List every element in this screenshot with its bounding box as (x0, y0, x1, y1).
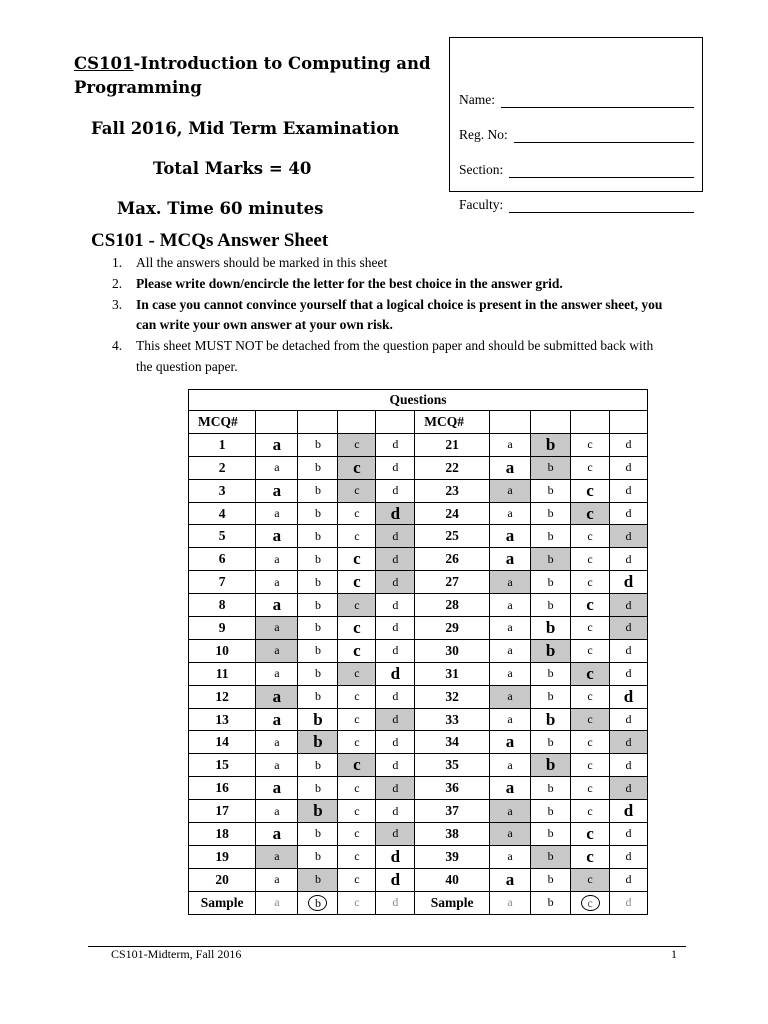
option-a-cell[interactable]: a (490, 502, 531, 525)
option-d-cell[interactable]: d (610, 662, 648, 685)
option-b-cell[interactable]: b (298, 754, 338, 777)
option-a-cell[interactable]: a (490, 731, 531, 754)
option-c-cell[interactable]: c (571, 502, 610, 525)
option-c-cell[interactable]: c (338, 823, 376, 846)
option-b-cell[interactable]: b (531, 845, 571, 868)
question-number: 15 (189, 754, 256, 777)
option-d-cell[interactable]: d (376, 433, 415, 456)
reg-no-label: Reg. No: (459, 127, 508, 142)
table-row (189, 800, 648, 823)
question-number: 25 (415, 525, 490, 548)
instruction-item: 4. This sheet MUST NOT be detached from the question paper and should be submitted back with the question paper. (112, 338, 654, 374)
question-number: 13 (189, 708, 256, 731)
option-b-cell[interactable]: b (531, 777, 571, 800)
option-d-cell[interactable]: d (376, 823, 415, 846)
option-b-cell[interactable]: b (298, 823, 338, 846)
sample-row (189, 891, 648, 914)
option-b-cell[interactable]: b (531, 502, 571, 525)
sample-option-b (298, 891, 338, 914)
question-number: 18 (189, 823, 256, 846)
option-a-cell[interactable]: a (256, 662, 298, 685)
student-info-box (449, 37, 703, 212)
question-number: 40 (415, 868, 490, 891)
answer-grid (188, 389, 648, 915)
option-b-cell[interactable]: b (531, 868, 571, 891)
option-a-cell[interactable]: a (490, 708, 531, 731)
table-row (189, 662, 648, 685)
option-d-cell[interactable]: d (610, 502, 648, 525)
question-number: 38 (415, 823, 490, 846)
faculty-label: Faculty: (459, 197, 504, 212)
name-label: Name: (459, 92, 495, 107)
option-a-cell[interactable]: a (490, 685, 531, 708)
option-d-cell[interactable]: d (610, 845, 648, 868)
option-a-cell[interactable]: a (256, 800, 298, 823)
reg-no-field[interactable] (459, 123, 694, 143)
question-number: 9 (189, 617, 256, 640)
option-a-cell[interactable]: a (256, 823, 298, 846)
option-d-cell[interactable]: d (610, 708, 648, 731)
question-number: 32 (415, 685, 490, 708)
circled-sample-option: b (308, 895, 327, 911)
option-d-cell[interactable]: d (376, 708, 415, 731)
option-d-cell[interactable]: d (610, 777, 648, 800)
table-row (189, 685, 648, 708)
answer-sheet-heading: CS101 - MCQs Answer Sheet (91, 230, 329, 251)
option-c-cell[interactable]: c (338, 777, 376, 800)
option-b-cell[interactable]: b (531, 594, 571, 617)
option-b-cell[interactable]: b (298, 800, 338, 823)
option-d-cell[interactable]: d (610, 731, 648, 754)
instruction-item: 3. In case you cannot convince yourself that a logical choice is present in the answer sheet, you can write your own answer at your own risk. (112, 296, 663, 333)
option-a-cell[interactable]: a (256, 594, 298, 617)
option-d-cell[interactable]: d (610, 823, 648, 846)
option-b-cell[interactable]: b (298, 662, 338, 685)
option-a-cell[interactable]: a (256, 617, 298, 640)
option-d-cell[interactable]: d (610, 800, 648, 823)
table-row (189, 571, 648, 594)
option-c-cell[interactable]: c (338, 708, 376, 731)
question-number: 23 (415, 479, 490, 502)
option-d-cell[interactable]: d (610, 685, 648, 708)
option-a-cell[interactable]: a (490, 800, 531, 823)
option-b-cell[interactable]: b (298, 502, 338, 525)
option-b-cell[interactable]: b (531, 731, 571, 754)
option-d-cell[interactable]: d (376, 754, 415, 777)
option-d-cell[interactable]: d (610, 868, 648, 891)
exam-term: Fall 2016, Mid Term Examination (91, 119, 400, 138)
option-c-cell[interactable]: c (338, 479, 376, 502)
option-d-cell[interactable]: d (610, 754, 648, 777)
option-b-cell[interactable]: b (298, 571, 338, 594)
instruction-item: 2. Please write down/encircle the letter for the best choice in the answer grid. (112, 275, 563, 291)
option-b-cell[interactable]: b (298, 525, 338, 548)
option-a-cell[interactable]: a (256, 777, 298, 800)
course-code: CS101 (74, 54, 134, 73)
section-label: Section: (459, 162, 504, 177)
option-b-cell[interactable]: b (531, 617, 571, 640)
question-number: 34 (415, 731, 490, 754)
question-number: 10 (189, 639, 256, 662)
option-a-cell[interactable]: a (490, 594, 531, 617)
question-number: 5 (189, 525, 256, 548)
option-d-cell[interactable]: d (376, 639, 415, 662)
option-a-cell[interactable]: a (490, 662, 531, 685)
table-row (189, 479, 648, 502)
reg-no-blank[interactable] (514, 128, 694, 143)
option-c-cell[interactable]: c (338, 800, 376, 823)
section-blank[interactable] (509, 163, 694, 178)
option-d-cell[interactable]: d (376, 502, 415, 525)
option-c-cell[interactable]: c (338, 845, 376, 868)
table-row (189, 639, 648, 662)
option-b-cell[interactable]: b (531, 571, 571, 594)
option-a-cell[interactable]: a (490, 823, 531, 846)
option-c-cell[interactable]: c (571, 433, 610, 456)
option-a-cell[interactable]: a (256, 845, 298, 868)
question-number: 29 (415, 617, 490, 640)
option-b-cell[interactable]: b (298, 594, 338, 617)
option-d-cell[interactable]: d (376, 845, 415, 868)
question-number: 21 (415, 433, 490, 456)
option-c-cell[interactable]: c (338, 525, 376, 548)
option-c-cell[interactable]: c (338, 731, 376, 754)
sample-option-d: d (610, 891, 648, 914)
option-b-cell[interactable]: b (298, 685, 338, 708)
option-d-cell[interactable]: d (610, 433, 648, 456)
question-number: 8 (189, 594, 256, 617)
option-c-cell[interactable]: c (338, 548, 376, 571)
option-d-cell[interactable]: d (610, 617, 648, 640)
total-marks: Total Marks = 40 (153, 159, 312, 178)
question-number: 35 (415, 754, 490, 777)
option-a-cell[interactable]: a (256, 731, 298, 754)
option-a-cell[interactable]: a (490, 777, 531, 800)
faculty-blank[interactable] (509, 198, 694, 213)
option-b-cell[interactable]: b (298, 868, 338, 891)
option-c-cell[interactable]: c (571, 823, 610, 846)
option-c-cell[interactable]: c (571, 662, 610, 685)
question-number: 31 (415, 662, 490, 685)
option-c-cell[interactable]: c (338, 868, 376, 891)
option-b-cell[interactable]: b (531, 754, 571, 777)
option-a-cell[interactable]: a (256, 639, 298, 662)
sample-label: Sample (415, 891, 490, 914)
option-d-cell[interactable]: d (376, 525, 415, 548)
option-c-cell[interactable]: c (571, 800, 610, 823)
option-b-cell[interactable]: b (531, 800, 571, 823)
option-d-cell[interactable]: d (610, 548, 648, 571)
option-d-cell[interactable]: d (376, 456, 415, 479)
option-a-cell[interactable]: a (490, 845, 531, 868)
table-row (189, 754, 648, 777)
table-row (189, 502, 648, 525)
table-row (189, 708, 648, 731)
sample-option-c: c (338, 891, 376, 914)
table-row (189, 868, 648, 891)
question-number: 28 (415, 594, 490, 617)
instructions-list (110, 253, 670, 378)
option-c-cell[interactable]: c (338, 662, 376, 685)
option-a-cell[interactable]: a (490, 525, 531, 548)
option-c-cell[interactable]: c (571, 525, 610, 548)
mcq-header-right: MCQ# (415, 411, 490, 434)
option-c-cell[interactable]: c (571, 845, 610, 868)
option-a-cell[interactable]: a (490, 548, 531, 571)
course-title (74, 52, 446, 100)
option-a-cell[interactable]: a (256, 708, 298, 731)
option-b-cell[interactable]: b (531, 456, 571, 479)
option-c-cell[interactable]: c (571, 617, 610, 640)
option-a-cell[interactable]: a (256, 456, 298, 479)
option-c-cell[interactable]: c (571, 868, 610, 891)
table-row (189, 617, 648, 640)
option-a-cell[interactable]: a (256, 502, 298, 525)
table-row (189, 777, 648, 800)
question-number: 7 (189, 571, 256, 594)
table-row (189, 525, 648, 548)
option-c-cell[interactable]: c (338, 433, 376, 456)
question-number: 4 (189, 502, 256, 525)
option-b-cell[interactable]: b (298, 548, 338, 571)
question-number: 36 (415, 777, 490, 800)
option-c-cell[interactable]: c (571, 479, 610, 502)
option-c-cell[interactable]: c (338, 685, 376, 708)
table-row (189, 456, 648, 479)
sample-option-b: b (531, 891, 571, 914)
option-a-cell[interactable]: a (490, 754, 531, 777)
option-d-cell[interactable]: d (610, 594, 648, 617)
option-c-cell[interactable]: c (571, 571, 610, 594)
question-number: 17 (189, 800, 256, 823)
table-row (189, 548, 648, 571)
option-c-cell[interactable]: c (571, 594, 610, 617)
option-c-cell[interactable]: c (571, 639, 610, 662)
question-number: 16 (189, 777, 256, 800)
option-b-cell[interactable]: b (298, 708, 338, 731)
question-number: 11 (189, 662, 256, 685)
question-number: 14 (189, 731, 256, 754)
option-c-cell[interactable]: c (571, 685, 610, 708)
footer-text: CS101-Midterm, Fall 2016 (111, 947, 242, 961)
option-c-cell[interactable]: c (571, 708, 610, 731)
option-a-cell[interactable]: a (490, 571, 531, 594)
option-b-cell[interactable]: b (298, 845, 338, 868)
option-d-cell[interactable]: d (376, 571, 415, 594)
question-number: 22 (415, 456, 490, 479)
question-number: 1 (189, 433, 256, 456)
question-number: 6 (189, 548, 256, 571)
option-d-cell[interactable]: d (376, 662, 415, 685)
option-c-cell[interactable]: c (338, 754, 376, 777)
option-b-cell[interactable]: b (298, 456, 338, 479)
option-a-cell[interactable]: a (256, 548, 298, 571)
section-field[interactable] (459, 158, 694, 178)
option-c-cell[interactable]: c (338, 571, 376, 594)
sample-option-c (571, 891, 610, 914)
question-number: 24 (415, 502, 490, 525)
option-d-cell[interactable]: d (610, 525, 648, 548)
option-a-cell[interactable]: a (256, 685, 298, 708)
option-c-cell[interactable]: c (571, 456, 610, 479)
option-c-cell[interactable]: c (338, 639, 376, 662)
circled-sample-option: c (581, 895, 600, 911)
question-number: 39 (415, 845, 490, 868)
option-b-cell[interactable]: b (298, 639, 338, 662)
option-b-cell[interactable]: b (531, 548, 571, 571)
instruction-item: 1. All the answers should be marked in this sheet (112, 255, 388, 270)
option-d-cell[interactable]: d (610, 456, 648, 479)
faculty-field[interactable] (459, 193, 694, 213)
option-a-cell[interactable]: a (256, 525, 298, 548)
option-b-cell[interactable]: b (531, 823, 571, 846)
option-b-cell[interactable]: b (531, 685, 571, 708)
table-row (189, 594, 648, 617)
option-b-cell[interactable]: b (531, 662, 571, 685)
sample-label: Sample (189, 891, 256, 914)
table-row (189, 731, 648, 754)
table-row (189, 433, 648, 456)
option-a-cell[interactable]: a (256, 433, 298, 456)
option-a-cell[interactable]: a (490, 456, 531, 479)
name-field[interactable] (459, 88, 694, 108)
option-a-cell[interactable]: a (490, 617, 531, 640)
option-b-cell[interactable]: b (298, 777, 338, 800)
grid-title: Questions (189, 390, 648, 411)
option-d-cell[interactable]: d (610, 479, 648, 502)
option-d-cell[interactable]: d (376, 617, 415, 640)
option-a-cell[interactable]: a (490, 479, 531, 502)
option-b-cell[interactable]: b (531, 639, 571, 662)
option-b-cell[interactable]: b (531, 525, 571, 548)
option-d-cell[interactable]: d (376, 868, 415, 891)
question-number: 27 (415, 571, 490, 594)
question-number: 20 (189, 868, 256, 891)
option-b-cell[interactable]: b (298, 433, 338, 456)
table-row (189, 845, 648, 868)
question-number: 30 (415, 639, 490, 662)
option-a-cell[interactable]: a (490, 868, 531, 891)
option-a-cell[interactable]: a (256, 868, 298, 891)
question-number: 26 (415, 548, 490, 571)
name-blank[interactable] (501, 93, 694, 108)
option-c-cell[interactable]: c (338, 594, 376, 617)
option-c-cell[interactable]: c (571, 754, 610, 777)
sample-option-d: d (376, 891, 415, 914)
page-number: 1 (671, 947, 677, 961)
option-c-cell[interactable]: c (338, 502, 376, 525)
table-row (189, 823, 648, 846)
option-d-cell[interactable]: d (610, 639, 648, 662)
question-number: 33 (415, 708, 490, 731)
option-b-cell[interactable]: b (298, 617, 338, 640)
option-b-cell[interactable]: b (298, 731, 338, 754)
question-number: 37 (415, 800, 490, 823)
option-a-cell[interactable]: a (256, 479, 298, 502)
option-d-cell[interactable]: d (376, 800, 415, 823)
option-d-cell[interactable]: d (376, 685, 415, 708)
option-c-cell[interactable]: c (571, 548, 610, 571)
option-b-cell[interactable]: b (531, 708, 571, 731)
option-a-cell[interactable]: a (490, 433, 531, 456)
option-b-cell[interactable]: b (531, 479, 571, 502)
question-number: 19 (189, 845, 256, 868)
option-b-cell[interactable]: b (298, 479, 338, 502)
option-b-cell[interactable]: b (531, 433, 571, 456)
option-d-cell[interactable]: d (376, 731, 415, 754)
course-title-text: -Introduction to Computing and Programming (74, 54, 431, 97)
option-d-cell[interactable]: d (376, 594, 415, 617)
option-c-cell[interactable]: c (571, 777, 610, 800)
option-c-cell[interactable]: c (338, 456, 376, 479)
question-number: 3 (189, 479, 256, 502)
option-a-cell[interactable]: a (256, 754, 298, 777)
option-d-cell[interactable]: d (376, 479, 415, 502)
option-d-cell[interactable]: d (376, 777, 415, 800)
sample-option-a: a (490, 891, 531, 914)
sample-option-a: a (256, 891, 298, 914)
option-a-cell[interactable]: a (490, 639, 531, 662)
max-time: Max. Time 60 minutes (117, 199, 324, 218)
question-number: 2 (189, 456, 256, 479)
question-number: 12 (189, 685, 256, 708)
option-c-cell[interactable]: c (571, 731, 610, 754)
option-d-cell[interactable]: d (610, 571, 648, 594)
mcq-header-left: MCQ# (189, 411, 256, 434)
option-d-cell[interactable]: d (376, 548, 415, 571)
option-a-cell[interactable]: a (256, 571, 298, 594)
option-c-cell[interactable]: c (338, 617, 376, 640)
